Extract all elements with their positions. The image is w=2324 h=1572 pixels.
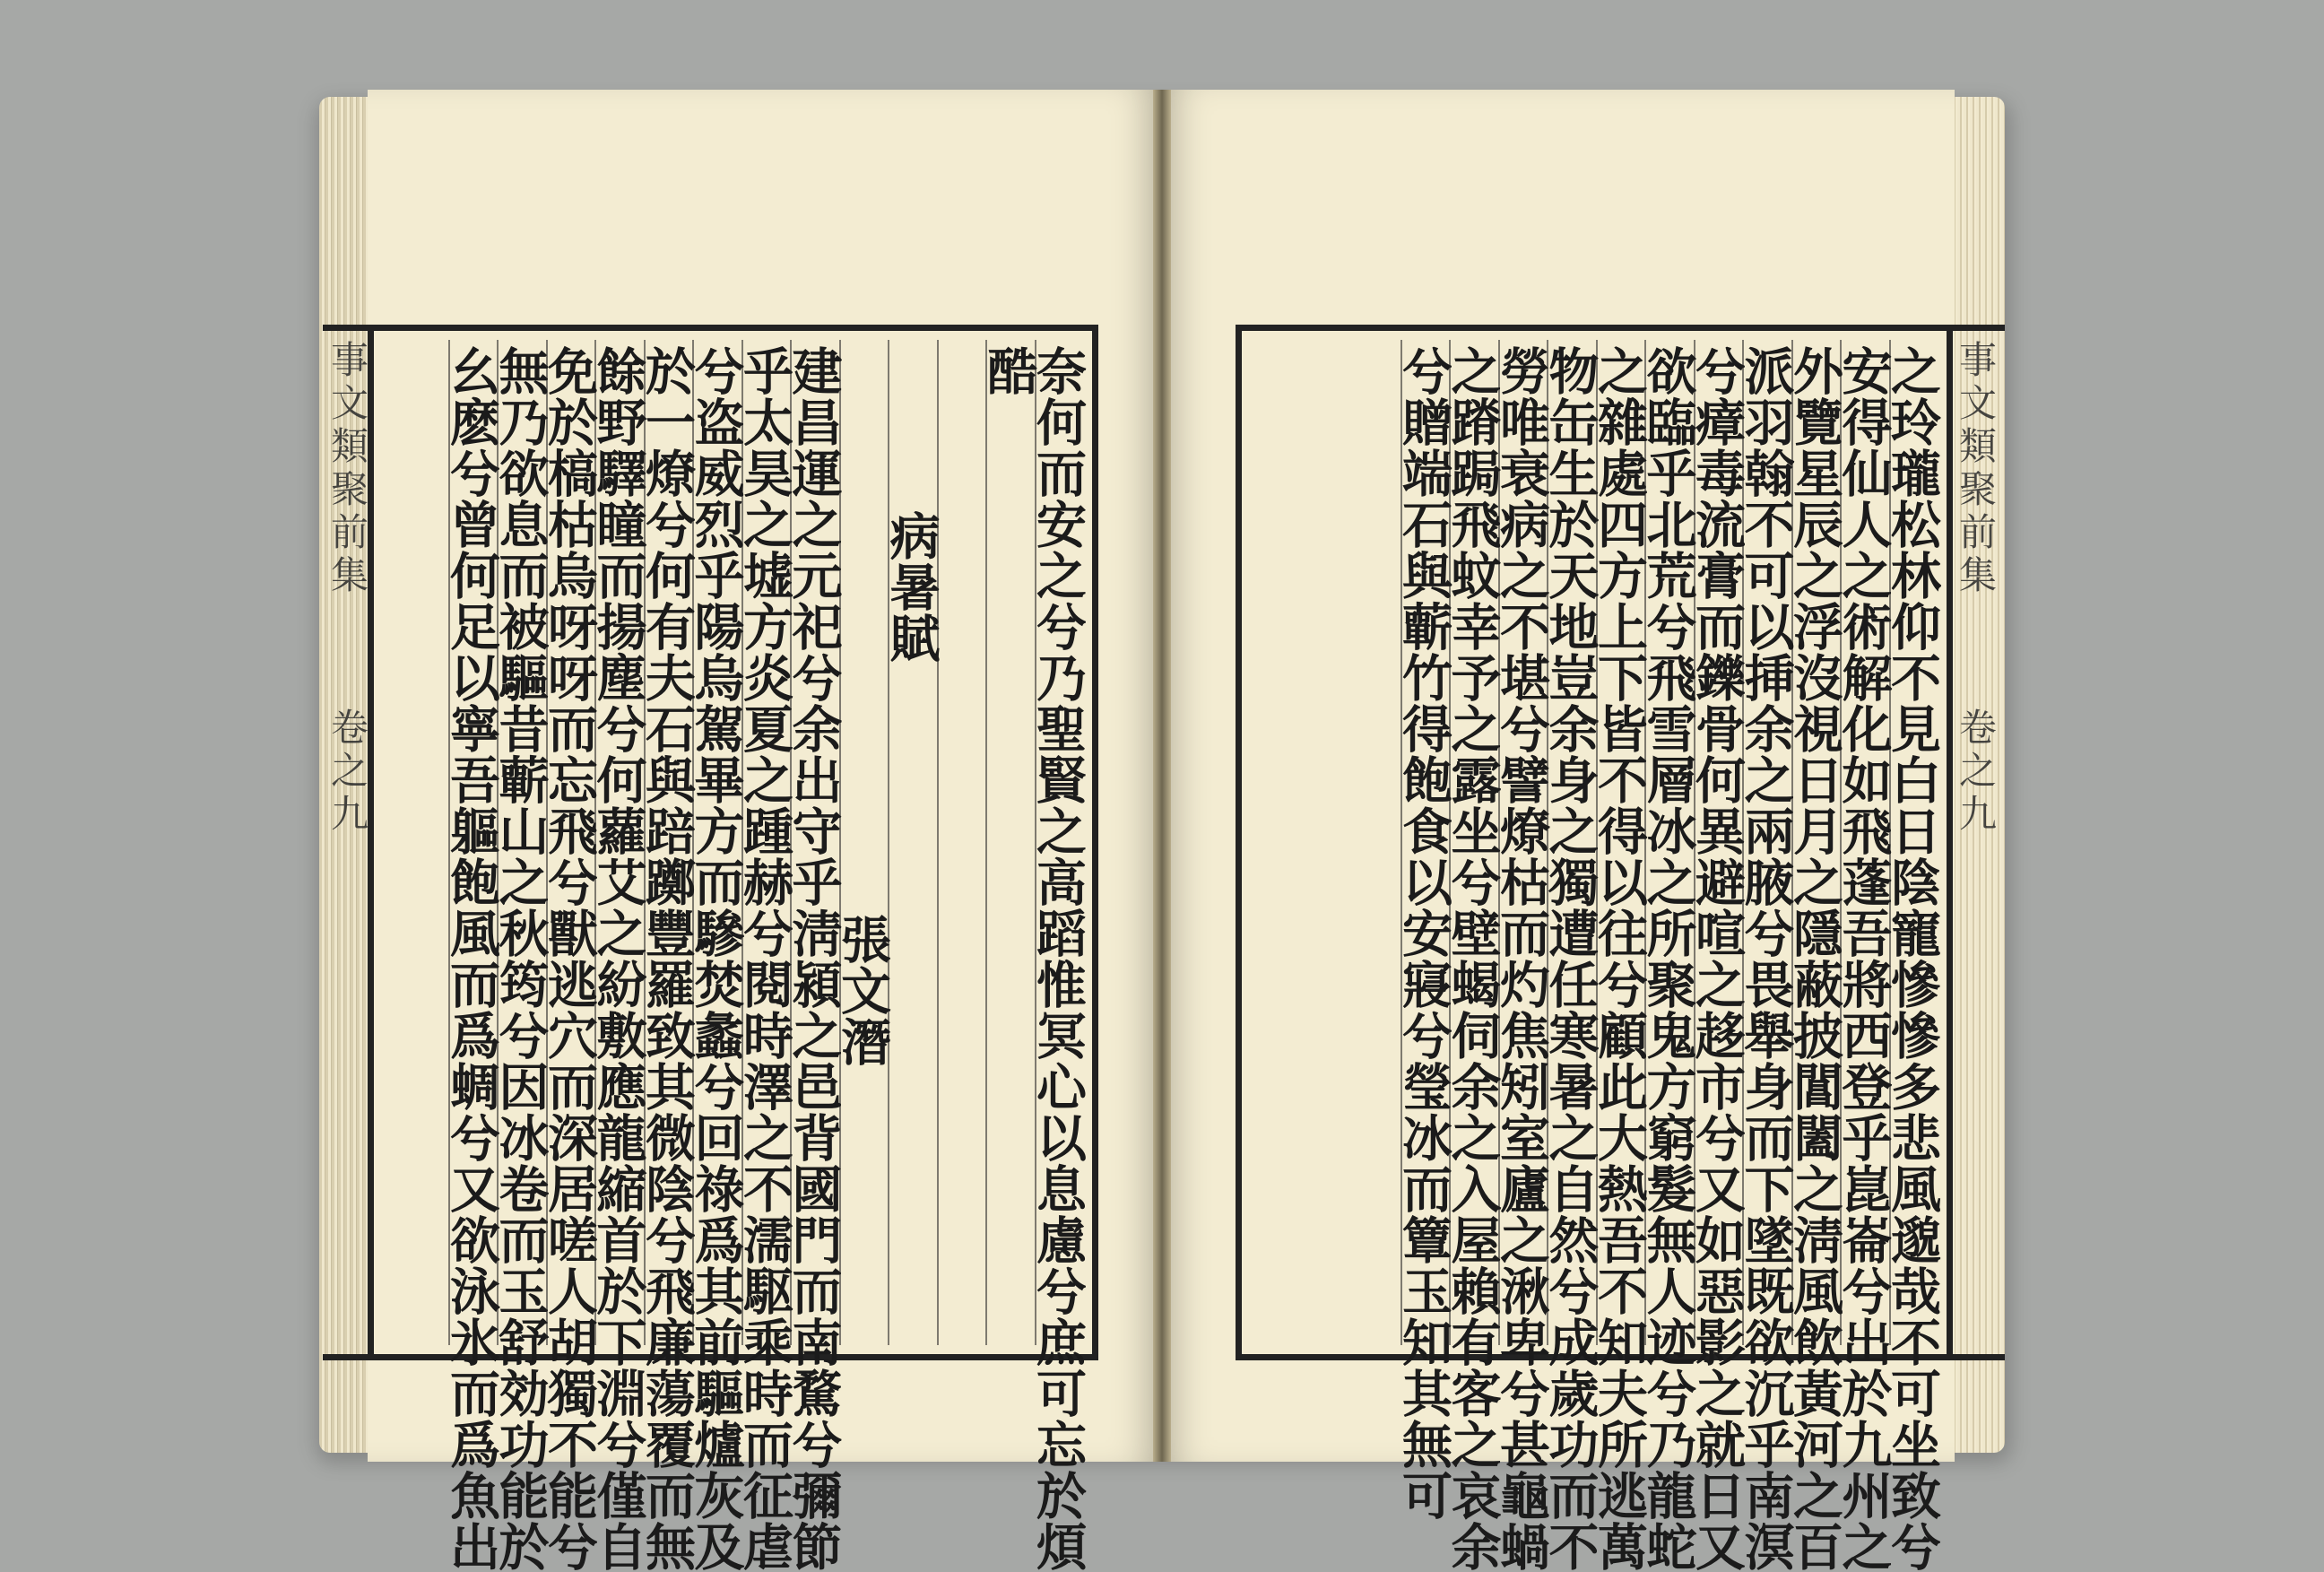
text-column: 幺麽兮曾何足以寧吾軀飽風而爲蜩兮又欲泳氷而爲魚出 xyxy=(448,340,498,1345)
text-column: 物缶生於天地豈余身之獨遭任寒暑之自然兮成歲功而不 xyxy=(1547,340,1596,1345)
poem-title: 病暑賦 xyxy=(888,340,937,1345)
text-column: 外覽星辰之浮沒視日月之隱蔽披閶闔之淸風飲黃河之百 xyxy=(1791,340,1841,1345)
text-column: 餘野驛瞳而揚塵兮何蘿艾之紛敷應龍縮首於下淵兮僅自 xyxy=(594,340,644,1345)
text-column: 之玲瓏松林仰不見白日陰寵慘慘多悲風邈哉不可坐致兮 xyxy=(1889,340,1938,1345)
right-edge-title: 事文類聚前集 xyxy=(1954,340,1998,598)
text-column: 之雜處四方上下皆不得以往兮顧此大熱吾不知夫所逃萬 xyxy=(1596,340,1645,1345)
left-edge-title: 事文類聚前集 xyxy=(325,340,369,598)
text-column: 安得仙人之術解化如飛蓬吾將西登乎崑崙兮出於九州之 xyxy=(1840,340,1889,1345)
text-column: 欲臨乎北荒兮飛雪層冰之所聚鬼方窮髮無人迹兮乃龍蛇 xyxy=(1644,340,1694,1345)
text-column: 於一燎兮何有夫石與踣躑豐羅致其微陰兮飛廉蕩覆而無 xyxy=(644,340,693,1345)
poem-author: 張文潛 xyxy=(839,340,889,1345)
right-edge-volume: 卷之九 xyxy=(1954,708,1998,837)
text-column: 兮贈端石與蘄竹得飽食以安寢兮瑩冰而簟玉知其無可 xyxy=(1400,340,1450,1345)
text-column: 免於槁枯烏呀呀而忘飛兮獸逃穴而深居嗟人胡獨不能兮 xyxy=(546,340,595,1345)
text-column: 酷 xyxy=(985,340,1035,1345)
right-text-columns xyxy=(1251,340,1942,1572)
text-column: 派羽翰不可以挿余之兩腋兮畏舉身而下墜既欲沉乎南溟 xyxy=(1742,340,1791,1345)
text-column: 兮盗威烈乎陽烏駕畢方而驂焚蠡兮回祿爲其前驅爐灰及 xyxy=(692,340,741,1345)
text-column: 兮瘴毒流膏而鑠骨何異避喧之趍市兮又如惡影之就日又 xyxy=(1694,340,1743,1345)
left-fold-strip xyxy=(323,325,373,1360)
text-column: 乎太昊之墟方炎夏之踵赫兮閱時澤之不濡駆乘時而征虐 xyxy=(741,340,791,1345)
left-edge-volume: 卷之九 xyxy=(325,708,369,837)
left-text-frame xyxy=(368,325,1098,1572)
text-column: 建昌運之元祀兮余出守乎淸潁之邑背國門而南騖兮彌節 xyxy=(790,340,839,1345)
right-fold-strip xyxy=(1947,325,2005,1360)
left-text-columns xyxy=(383,340,1088,1572)
text-column: 之蹐跼飛蚊幸予之露坐兮壁蝎伺余之入屋賴有客之哀余 xyxy=(1449,340,1498,1345)
text-column xyxy=(937,340,986,1345)
text-column: 勞唯衰病之不堪兮譬燎枯而灼焦矧室廬之湫卑兮甚龜蝸 xyxy=(1498,340,1548,1345)
right-text-frame xyxy=(1236,325,1953,1572)
text-column: 奈何而安之兮乃聖賢之高蹈惟冥心以息慮兮庶可忘於煩 xyxy=(1035,340,1084,1345)
text-column: 無乃欲息而被驅昔蘄山之秋筠兮因冰卷而玉舒効功能於 xyxy=(497,340,546,1345)
book-gutter xyxy=(1153,90,1171,1462)
